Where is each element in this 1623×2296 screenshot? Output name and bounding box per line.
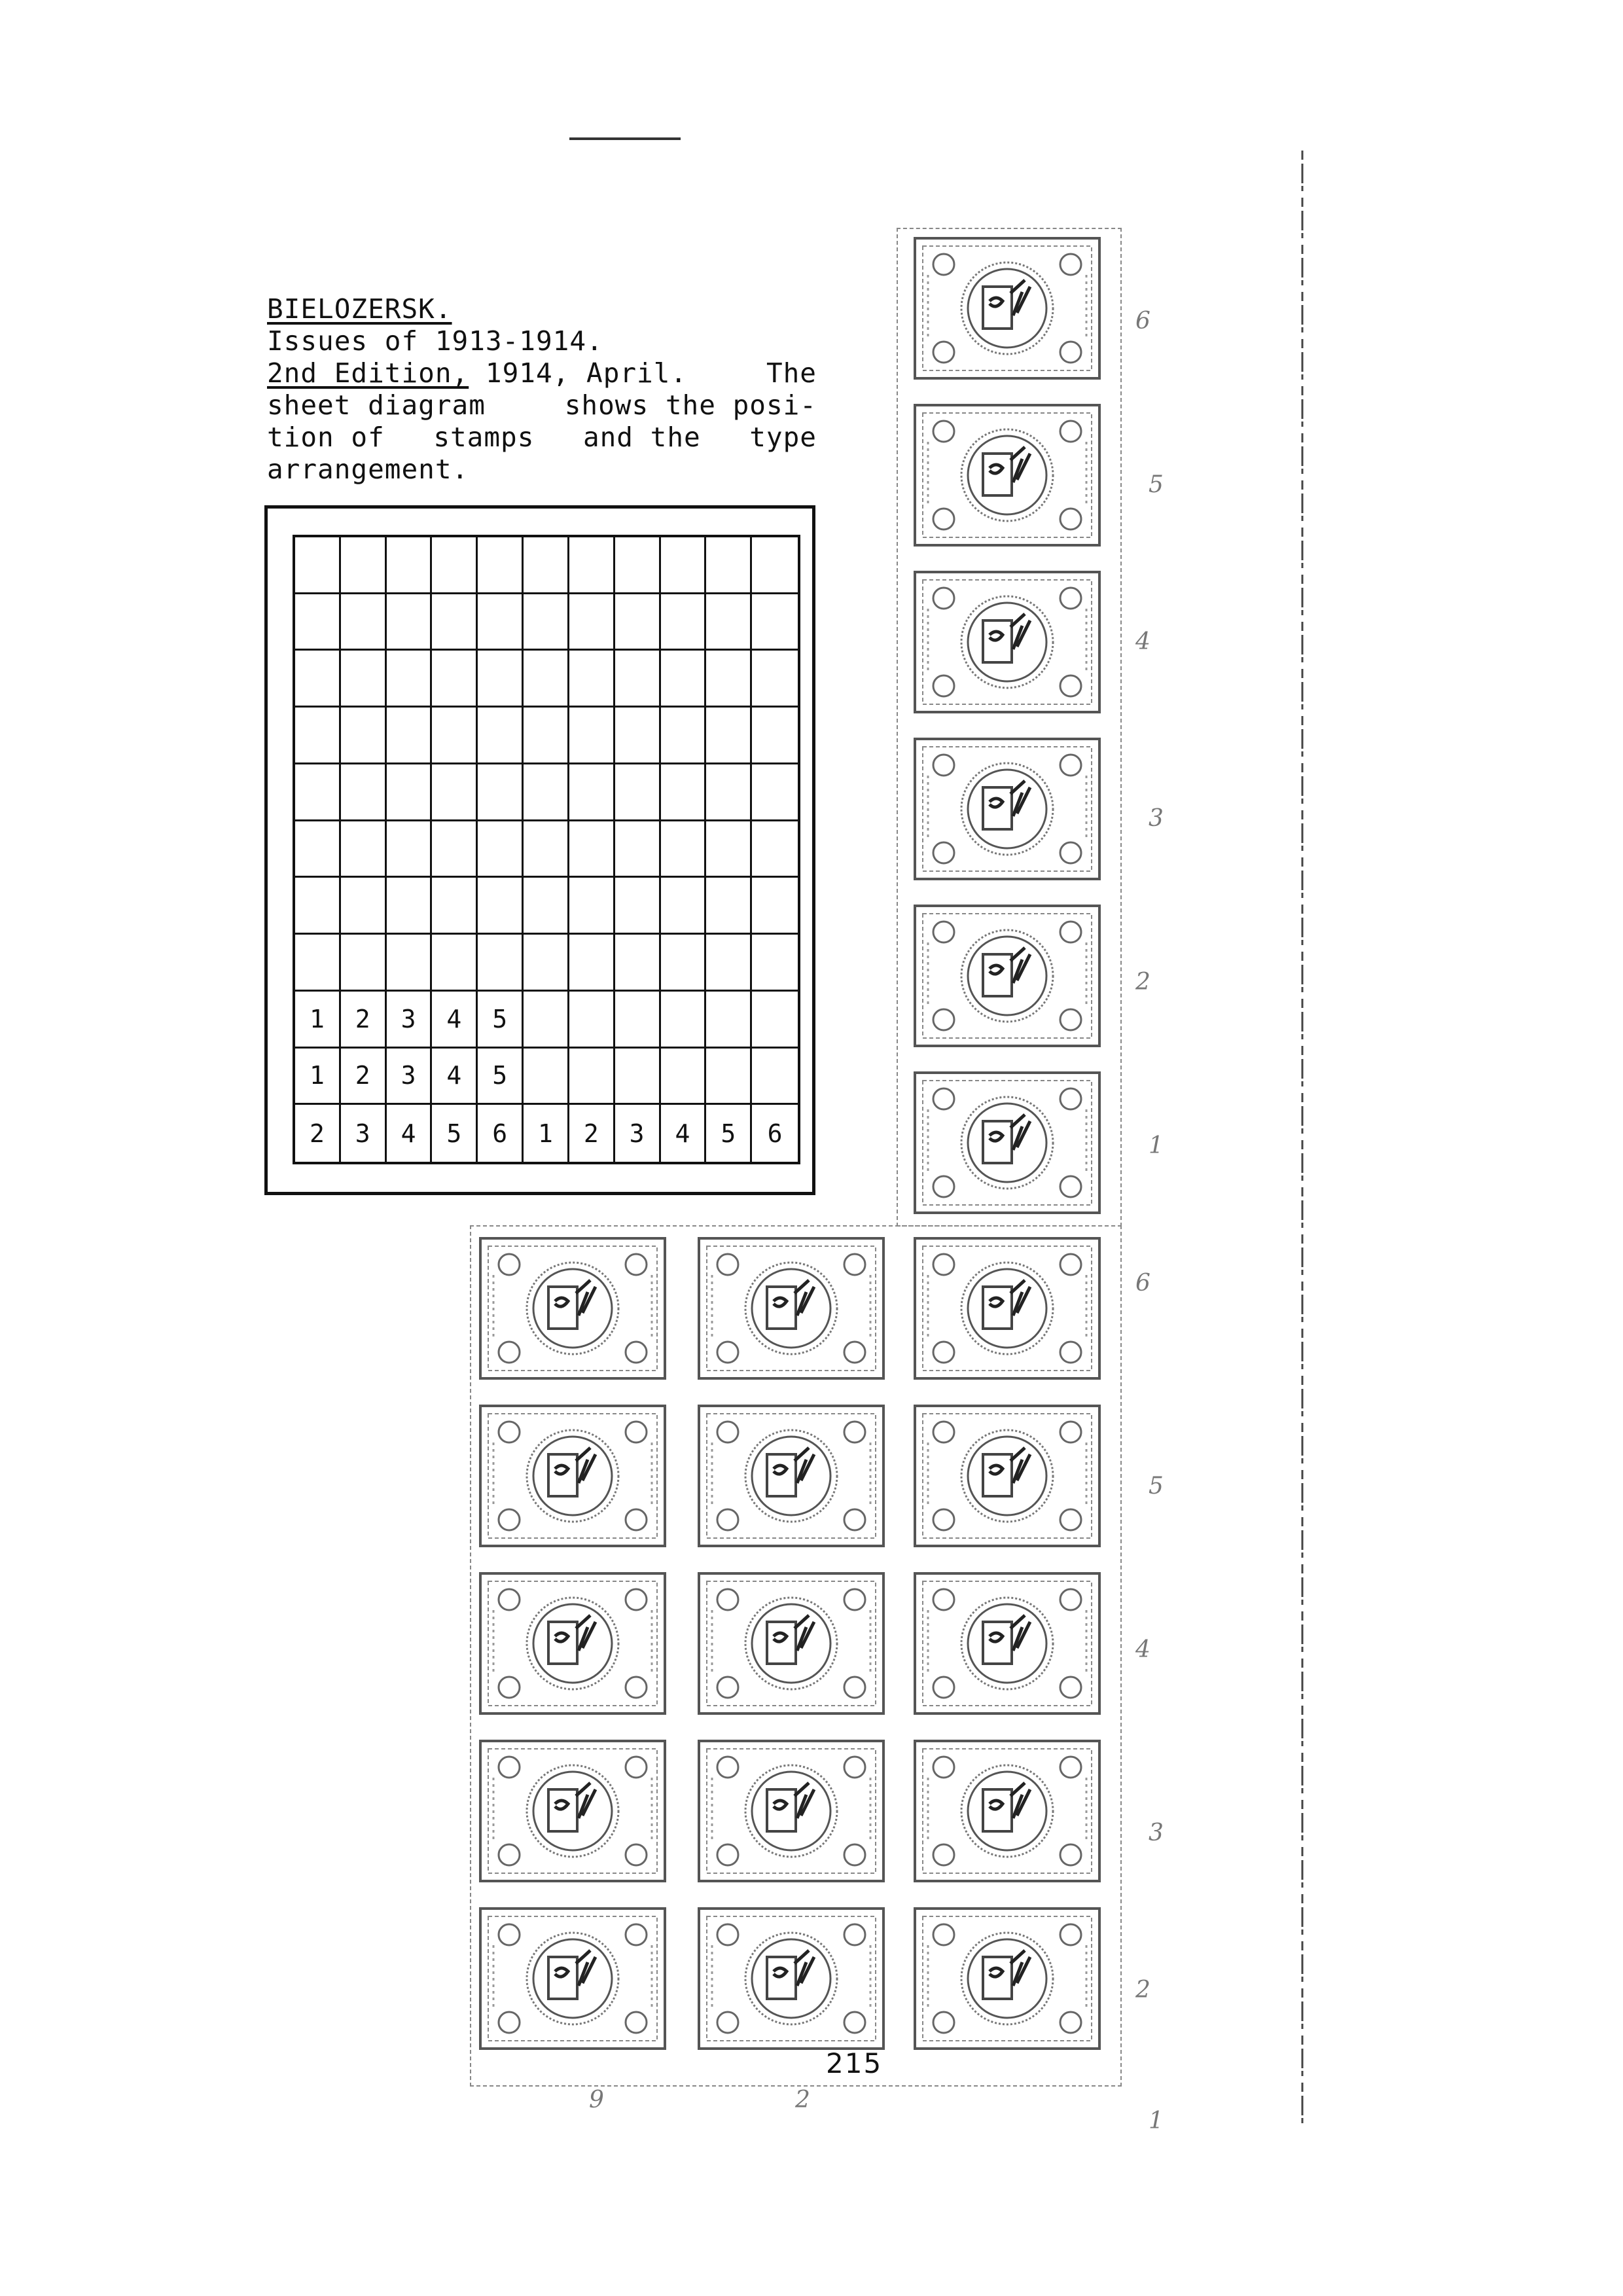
grid-cell	[478, 878, 524, 935]
grid-cell	[569, 992, 615, 1049]
stamp-image	[696, 1906, 886, 2051]
grid-cell: 5	[478, 992, 524, 1049]
margin-mark: 4	[1135, 1636, 1150, 1663]
grid-cell	[661, 992, 707, 1049]
edition-date: 1914, April.	[469, 357, 688, 389]
margin-mark: 5	[1149, 471, 1164, 498]
grid-cell	[661, 651, 707, 708]
grid-cell	[661, 708, 707, 764]
stamp-image	[912, 1236, 1102, 1381]
stamp-image	[912, 1070, 1102, 1215]
grid-cell: 4	[661, 1105, 707, 1162]
page-number: 215	[826, 2047, 883, 2079]
grid-cell	[752, 764, 798, 821]
grid-cell	[615, 651, 661, 708]
stamp-image	[912, 1738, 1102, 1884]
grid-cell	[661, 594, 707, 651]
line-5-b: stamps	[433, 422, 535, 453]
grid-cell	[524, 992, 569, 1049]
grid-cell	[706, 651, 752, 708]
grid-cell	[295, 764, 341, 821]
grid-cell: 3	[341, 1105, 387, 1162]
line-6: arrangement.	[267, 454, 469, 485]
grid-cell	[341, 651, 387, 708]
stamp-image	[912, 1906, 1102, 2051]
stamp-image	[912, 1403, 1102, 1549]
grid-cell	[432, 708, 478, 764]
grid-cell: 2	[295, 1105, 341, 1162]
grid-cell	[295, 594, 341, 651]
grid-cell	[478, 537, 524, 594]
grid-cell	[524, 878, 569, 935]
grid-cell	[752, 537, 798, 594]
grid-cell	[706, 935, 752, 992]
grid-cell	[706, 764, 752, 821]
grid-cell: 5	[478, 1049, 524, 1105]
grid-cell	[569, 821, 615, 878]
grid-cell	[661, 935, 707, 992]
grid-cell	[432, 821, 478, 878]
grid-cell	[615, 708, 661, 764]
grid-cell	[432, 878, 478, 935]
grid-cell: 5	[432, 1105, 478, 1162]
grid-cell	[615, 1049, 661, 1105]
grid-cell	[569, 878, 615, 935]
grid-cell	[524, 1049, 569, 1105]
line-5-d: type	[749, 422, 817, 453]
stamp-image	[696, 1571, 886, 1716]
grid-cell	[569, 651, 615, 708]
grid-cell	[387, 821, 433, 878]
grid-cell	[432, 935, 478, 992]
grid-cell	[524, 764, 569, 821]
stamp-image	[912, 903, 1102, 1049]
grid-cell	[478, 651, 524, 708]
grid-cell	[524, 935, 569, 992]
stamp-image	[478, 1906, 668, 2051]
stamp-image	[478, 1738, 668, 1884]
title: BIELOZERSK.	[267, 293, 452, 325]
grid-cell	[295, 935, 341, 992]
grid-cell	[341, 764, 387, 821]
stamp-image	[912, 569, 1102, 715]
margin-mark: 6	[1135, 308, 1150, 334]
grid-cell	[569, 594, 615, 651]
edition-label: 2nd Edition,	[267, 357, 469, 389]
grid-cell	[524, 651, 569, 708]
margin-mark: 1	[1149, 1132, 1164, 1159]
grid-cell	[706, 821, 752, 878]
grid-cell	[341, 594, 387, 651]
stamp-image	[696, 1403, 886, 1549]
grid-cell: 3	[387, 1049, 433, 1105]
grid-cell	[387, 878, 433, 935]
grid-cell	[387, 537, 433, 594]
grid-cell	[478, 708, 524, 764]
top-dash	[569, 137, 681, 140]
stamp-image	[912, 736, 1102, 882]
grid-cell	[341, 708, 387, 764]
grid-cell	[295, 878, 341, 935]
issues-line: Issues of 1913-1914.	[267, 325, 603, 357]
grid-cell	[615, 935, 661, 992]
margin-mark: 5	[1149, 1473, 1164, 1499]
grid-cell	[295, 821, 341, 878]
line-4-a: sheet diagram	[267, 389, 486, 421]
grid-cell	[478, 935, 524, 992]
grid-cell	[478, 764, 524, 821]
grid-cell: 6	[767, 1119, 783, 1148]
grid-cell	[752, 708, 798, 764]
stamp-image	[478, 1571, 668, 1716]
grid-cell	[615, 764, 661, 821]
grid-cell	[752, 594, 798, 651]
grid-cell	[569, 537, 615, 594]
bottom-mark: 9	[589, 2087, 604, 2113]
grid-cell	[387, 651, 433, 708]
grid-cell: 3	[387, 992, 433, 1049]
grid-cell: 1	[295, 1049, 341, 1105]
grid-cell	[706, 878, 752, 935]
grid-cell	[432, 651, 478, 708]
diagram-grid	[293, 535, 800, 1164]
grid-cell	[432, 764, 478, 821]
grid-cell	[478, 821, 524, 878]
grid-cell	[661, 1049, 707, 1105]
grid-cell	[752, 821, 798, 878]
grid-cell	[752, 878, 798, 935]
grid-cell: 5	[706, 1105, 752, 1162]
grid-cell	[387, 764, 433, 821]
grid-cell	[706, 594, 752, 651]
grid-cell	[752, 935, 798, 992]
grid-cell	[569, 935, 615, 992]
stamp-image	[912, 236, 1102, 381]
edition-line	[267, 357, 817, 389]
grid-cell	[569, 1049, 615, 1105]
grid-cell: 4	[432, 992, 478, 1049]
grid-cell	[706, 537, 752, 594]
margin-mark: 1	[1149, 2108, 1164, 2134]
grid-cell	[569, 708, 615, 764]
grid-cell	[615, 537, 661, 594]
grid-cell: 6	[478, 1105, 524, 1162]
grid-cell: 2	[341, 992, 387, 1049]
grid-cell	[615, 992, 661, 1049]
stamp-image	[696, 1738, 886, 1884]
stamp-image	[478, 1236, 668, 1381]
grid-cell	[706, 1049, 752, 1105]
bottom-mark: 2	[795, 2087, 810, 2113]
grid-cell: 4	[387, 1105, 433, 1162]
line-4	[267, 389, 817, 422]
margin-mark: 4	[1135, 628, 1150, 655]
grid-cell	[295, 537, 341, 594]
grid-cell	[661, 537, 707, 594]
grid-cell: 2	[341, 1049, 387, 1105]
line-4-b: shows the posi-	[564, 389, 817, 421]
grid-cell	[295, 708, 341, 764]
line-5	[267, 422, 817, 454]
grid-cell	[387, 935, 433, 992]
stamp-image	[912, 403, 1102, 548]
grid-cell	[341, 537, 387, 594]
grid-cell: 4	[432, 1049, 478, 1105]
grid-cell	[387, 708, 433, 764]
grid-cell: 2	[569, 1105, 615, 1162]
grid-cell	[706, 708, 752, 764]
grid-cell	[341, 878, 387, 935]
grid-cell	[524, 537, 569, 594]
grid-cell	[752, 1049, 798, 1105]
description-text	[267, 293, 817, 486]
grid-cell	[478, 594, 524, 651]
stamp-image	[478, 1403, 668, 1549]
grid-cell: 1	[295, 992, 341, 1049]
grid-cell: 3	[615, 1105, 661, 1162]
grid-cell	[524, 708, 569, 764]
margin-mark: 3	[1149, 805, 1164, 832]
grid-cell	[341, 821, 387, 878]
stamp-image	[696, 1236, 886, 1381]
sheet-edge	[1300, 151, 1305, 2127]
grid-cell	[432, 537, 478, 594]
grid-cell	[615, 878, 661, 935]
grid-cell	[295, 651, 341, 708]
grid-cell	[706, 992, 752, 1049]
grid-cell	[661, 764, 707, 821]
sheet-diagram	[264, 505, 815, 1195]
grid-cell	[661, 878, 707, 935]
margin-mark: 2	[1135, 1977, 1150, 2003]
grid-cell	[524, 821, 569, 878]
margin-mark: 3	[1149, 1820, 1164, 1846]
grid-cell	[615, 594, 661, 651]
grid-cell	[752, 651, 798, 708]
grid-cell	[341, 935, 387, 992]
grid-cell	[432, 594, 478, 651]
grid-cell: 1	[524, 1105, 569, 1162]
edition-the: The	[766, 357, 817, 389]
line-5-c: and the	[582, 422, 701, 453]
grid-cell	[524, 594, 569, 651]
margin-mark: 6	[1135, 1270, 1150, 1297]
stamp-image	[912, 1571, 1102, 1716]
grid-cell	[569, 764, 615, 821]
grid-cell	[615, 821, 661, 878]
margin-mark: 2	[1135, 969, 1150, 996]
line-5-a: tion of	[267, 422, 385, 453]
grid-cell	[661, 821, 707, 878]
grid-cell	[387, 594, 433, 651]
grid-cell	[752, 992, 798, 1049]
